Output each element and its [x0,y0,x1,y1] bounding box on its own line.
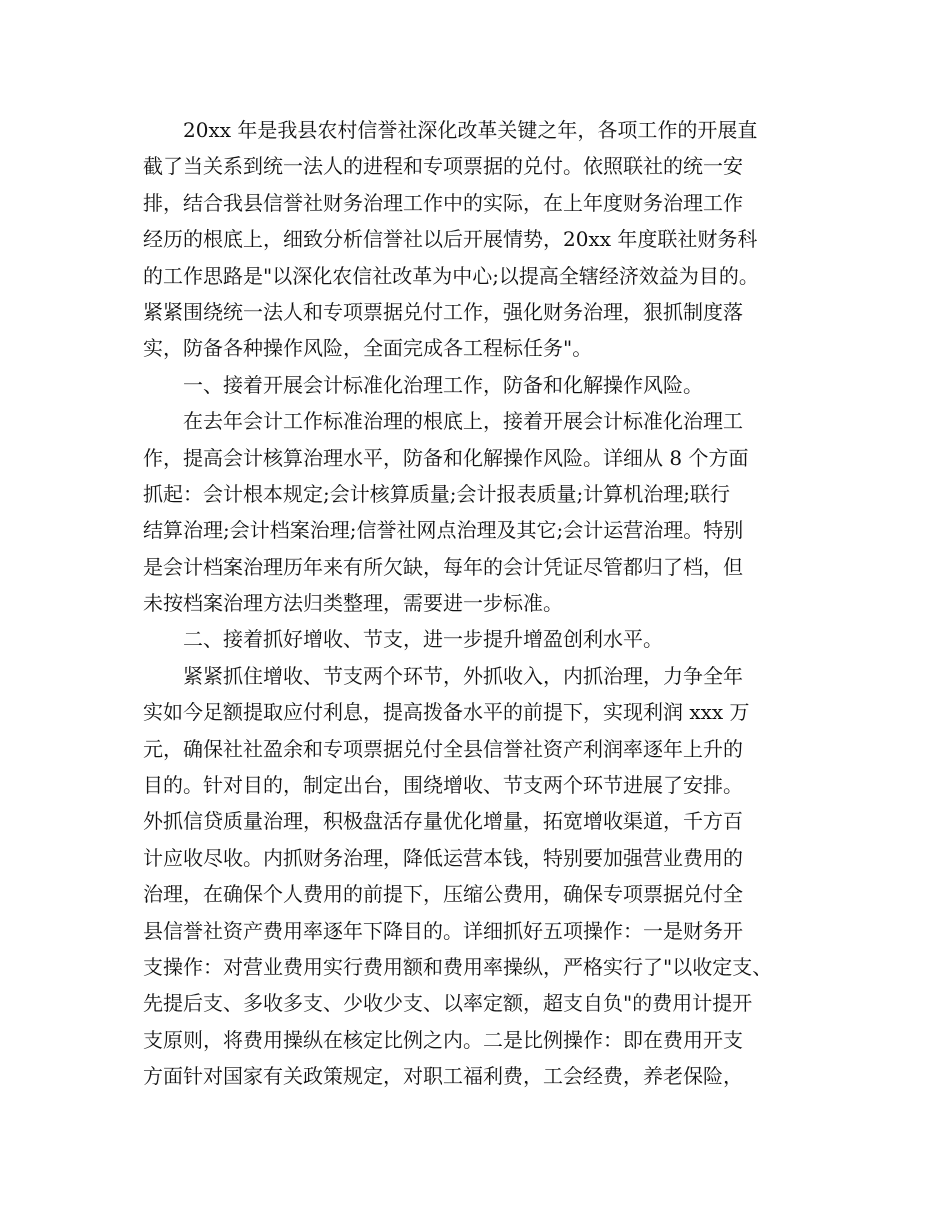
text-line: 目的。针对目的，制定出台，围绕增收、节支两个环节进展了安排。 [143,773,743,798]
text-line: 排，结合我县信誉社财务治理工作中的实际，在上年度财务治理工作 [143,190,743,215]
text-line: 的工作思路是"以深化农信社改革为中心;以提高全辖经济效益为目的。 [143,263,759,288]
text-line: 截了当关系到统一法人的进程和专项票据的兑付。依照联社的统一安 [143,154,743,179]
text-line: 抓起：会计根本规定;会计核算质量;会计报表质量;计算机治理;联行 [143,481,730,506]
text-line: 作，提高会计核算治理水平，防备和化解操作风险。详细从 8 个方面 [143,445,749,470]
text-line: 未按档案治理方法归类整理，需要进一步标准。 [143,591,563,616]
text-line: 支操作：对营业费用实行费用额和费用率操纵，严格实行了"以收定支、 [143,954,773,979]
text-line: 经历的根底上，细致分析信誉社以后开展情势，20xx 年度联社财务科 [143,227,758,252]
text-line: 方面针对国家有关政策规定，对职工福利费，工会经费，养老保险， [143,1064,743,1089]
text-line: 先提后支、多收多支、少收少支、以率定额，超支自负"的费用计提开 [143,991,753,1016]
document-body [143,112,811,1095]
text-line: 是会计档案治理历年来有所欠缺，每年的会计凭证尽管都归了档，但 [143,554,743,579]
text-line: 紧紧围绕统一法人和专项票据兑付工作，强化财务治理，狠抓制度落 [143,299,743,324]
text-line: 县信誉社资产费用率逐年下降目的。详细抓好五项操作：一是财务开 [143,918,743,943]
section-heading: 一、接着开展会计标准化治理工作，防备和化解操作风险。 [183,372,703,397]
text-line: 20xx 年是我县农村信誉社深化改革关键之年，各项工作的开展直 [183,118,758,142]
section-heading: 二、接着抓好增收、节支，进一步提升增盈创利水平。 [183,627,663,652]
text-line: 实如今足额提取应付利息，提高拨备水平的前提下，实现利润 xxx 万 [143,700,750,725]
text-line: 外抓信贷质量治理，积极盘活存量优化增量，拓宽增收渠道，千方百 [143,809,743,834]
text-line: 结算治理;会计档案治理;信誉社网点治理及其它;会计运营治理。特别 [143,518,744,543]
text-line: 支原则，将费用操纵在核定比例之内。二是比例操作：即在费用开支 [143,1027,743,1052]
text-line: 元，确保社社盈余和专项票据兑付全县信誉社资产利润率逐年上升的 [143,736,743,761]
text-line: 紧紧抓住增收、节支两个环节，外抓收入，内抓治理，力争全年 [183,663,743,688]
text-line: 在去年会计工作标准治理的根底上，接着开展会计标准化治理工 [183,409,743,434]
text-line: 计应收尽收。内抓财务治理，降低运营本钱，特别要加强营业费用的 [143,845,743,870]
text-line: 实，防备各种操作风险，全面完成各工程标任务"。 [143,336,593,361]
text-line: 治理，在确保个人费用的前提下，压缩公费用，确保专项票据兑付全 [143,882,743,907]
